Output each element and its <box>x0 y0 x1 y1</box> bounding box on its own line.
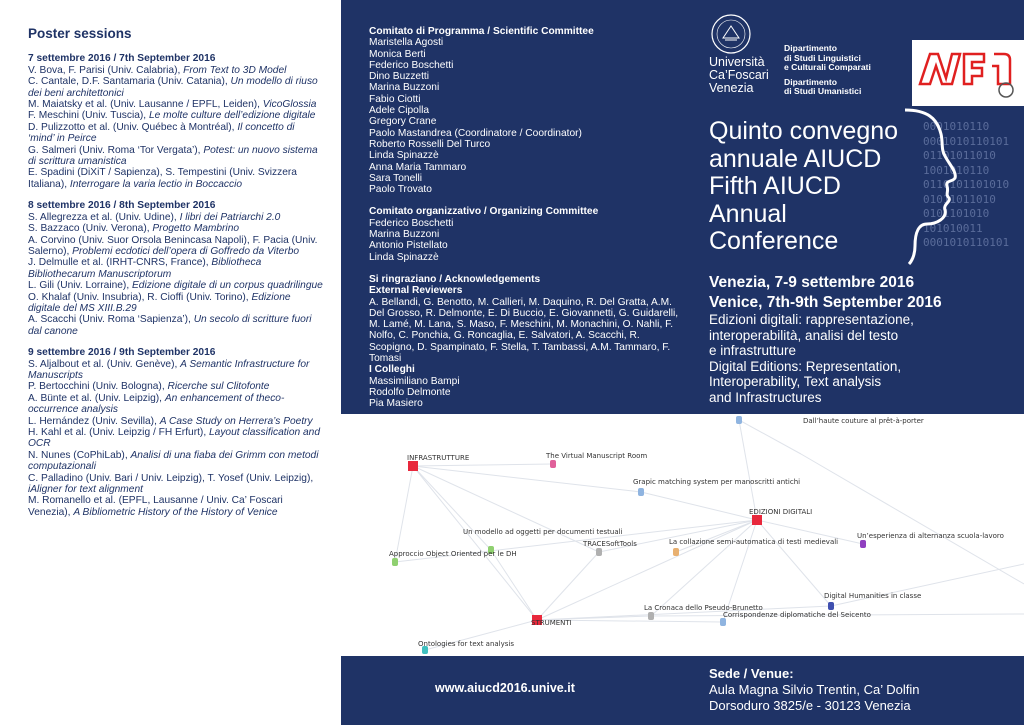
poster-authors: A. Bünte et al. (Univ. Leipzig), <box>28 392 165 404</box>
dept2-line2: di Studi Umanistici <box>784 86 862 97</box>
footer <box>341 656 1024 725</box>
date-english: Venice, 7th-9th September 2016 <box>709 294 942 311</box>
binary-line: 0001010110101 <box>923 236 1010 249</box>
poster-authors: N. Nunes (CoPhiLab), <box>28 449 131 461</box>
subtitle-line: interoperabilità, analisi del testo <box>709 327 899 343</box>
poster-title: A Bibliometric History of the History of Venice <box>73 506 278 518</box>
ack-heading: Si ringraziano / Acknowledgements <box>369 273 541 285</box>
committee <box>369 206 679 262</box>
graph-node-label: La collazione semi-automatica di testi medievali <box>669 538 839 546</box>
aiucd-logo-icon <box>912 40 1024 106</box>
graph-node-label: The Virtual Manuscript Room <box>546 452 648 460</box>
poster-day <box>28 347 323 518</box>
committee-member: Maristella Agosti <box>369 37 444 49</box>
committees-column <box>369 26 679 421</box>
poster-authors: O. Khalaf (Univ. Insubria), R. Cioffi (Univ. Torino), <box>28 291 252 303</box>
face-profile-icon <box>897 106 967 266</box>
graph-node <box>389 550 517 566</box>
poster-authors: C. Palladino (Univ. Bari / Univ. Leipzig), T. Yosef (Univ. Leipzig), <box>28 472 314 484</box>
committee-member: Anna Maria Tammaro <box>369 161 467 173</box>
poster-title: Un modello di riuso dei beni architettonici <box>28 76 318 99</box>
university-name-line3: Venezia <box>709 81 754 95</box>
graph-node-label: Ontologies for text analysis <box>418 640 515 648</box>
poster-entry <box>28 257 323 280</box>
ack-reviewers-list: A. Bellandi, G. Benotto, M. Callieri, M. Daquino, R. Del Gratta, A.M. Del Grosso, R. Delmonte, E. Di Buccio, E. Giovannetti, G. Guidarelli, M. Lamé, M. Lana, S. Maso, F. Meschini, M. Monachini, O. Nahli, F. Nolfo, C. Ponchia, G. Roncaglia, E. Salvatori, A. Scacchi, R. Scopigno, D. Spampinato, F. Stella, T. Tambassi, A.M. Tammaro, F. Tomasi <box>369 296 679 365</box>
binary-line: 01011011010 <box>923 192 996 206</box>
dept1-line3: e Culturali Comparati <box>784 62 871 73</box>
binary-line: 0001010110101 <box>923 134 1010 148</box>
poster-authors: L. Hernández (Univ. Sevilla), <box>28 415 160 427</box>
conference-title <box>709 118 898 256</box>
poster-entry <box>28 99 323 110</box>
acknowledgements <box>369 274 679 410</box>
poster-entry <box>28 292 323 315</box>
poster-title: VicoGlossia <box>262 99 317 111</box>
graph-node-label: TRACESoftTools <box>583 540 637 548</box>
graph-node-label: Grapic matching system per manoscritti antichi <box>633 478 801 486</box>
poster-title: Progetto Mambrino <box>152 223 240 235</box>
poster-entry <box>28 495 323 518</box>
poster-entry <box>28 110 323 121</box>
poster-authors: V. Bova, F. Parisi (Univ. Calabria), <box>28 64 184 76</box>
graph-node-marker <box>752 515 762 525</box>
binary-line: 0110101101010 <box>923 178 1010 191</box>
conference-title-line: Quinto convegno <box>709 117 899 145</box>
poster-entry <box>28 280 323 291</box>
poster-title: Analisi di una fiaba dei Grimm con metodi computazionali <box>28 449 319 473</box>
poster-day-heading: 8 settembre 2016 / 8th September 2016 <box>28 200 216 212</box>
graph-node-marker <box>720 618 726 626</box>
poster-authors: A. Scacchi (Univ. Roma ‘Sapienza’), <box>28 314 194 326</box>
poster-entry <box>28 450 323 473</box>
committee-member: Roberto Rosselli Del Turco <box>369 138 491 150</box>
dept2-line1: Dipartimento <box>784 76 837 87</box>
poster-entry <box>28 145 323 168</box>
poster-authors: G. Salmeri (Univ. Roma ‘Tor Vergata’), <box>28 144 204 156</box>
poster-authors: M. Romanello et al. (EPFL, Lausanne / Univ. Ca’ Foscari Venezia), <box>28 495 283 518</box>
binary-line: 0101101010 <box>923 207 990 220</box>
poster-authors: S. Aljalbout et al. (Univ. Genève), <box>28 358 181 370</box>
departments <box>784 44 871 102</box>
conference-title-line: Annual <box>709 199 787 228</box>
poster-sessions-panel <box>0 0 341 725</box>
graph-node-marker <box>673 548 679 556</box>
graph-node-label: Dall’haute couture al prêt-à-porter <box>803 417 924 425</box>
poster-entry <box>28 167 323 190</box>
binary-line: 1001010110 <box>923 163 990 177</box>
graph-node-marker <box>648 612 654 620</box>
poster-authors: P. Bertocchini (Univ. Bologna), <box>28 381 168 393</box>
poster-day <box>28 53 323 190</box>
poster-entry <box>28 314 323 337</box>
graph-node <box>736 416 924 425</box>
graph-node <box>531 615 572 627</box>
poster-entry <box>28 65 323 76</box>
subtitle-line: Digital Editions: Representation, <box>709 358 902 374</box>
poster-entry <box>28 427 323 450</box>
poster-title: Le molte culture dell’edizione digitale <box>148 110 316 122</box>
committee-member: Fabio Ciotti <box>369 93 421 105</box>
graph-node <box>749 508 812 525</box>
poster-title: Potest: un nuovo sistema di scrittura umanistica <box>28 144 318 168</box>
graph-node-label: La Cronaca dello Pseudo-Brunetto <box>644 604 763 612</box>
poster-authors: C. Cantale, D.F. Santamaria (Univ. Catania), <box>28 76 231 88</box>
poster-title: Edizione digitale del MS XIII.B.29 <box>28 291 291 314</box>
poster-title: Interrogare la varia lectio in Boccaccio <box>69 178 243 190</box>
university-name-line2: Ca’Foscari <box>709 68 769 82</box>
graph-node-marker <box>638 488 644 496</box>
committee-heading: Comitato di Programma / Scientific Committee <box>369 26 594 37</box>
colleague-name: Rodolfo Delmonte <box>369 386 451 398</box>
university-name <box>709 56 769 95</box>
conference-dates <box>709 273 942 313</box>
graph-node-label: EDIZIONI DIGITALI <box>749 508 813 516</box>
graph-node <box>545 452 647 468</box>
subtitle-line: Edizioni digitali: rappresentazione, <box>709 312 914 327</box>
committee-member: Federico Boschetti <box>369 217 454 229</box>
poster-authors: S. Allegrezza et al. (Univ. Udine), <box>28 211 180 223</box>
graph-node-marker <box>736 416 742 424</box>
poster-title: Edizione digitale di un corpus quadrilingue <box>131 280 323 292</box>
colleague-name: Massimiliano Bampi <box>369 375 460 387</box>
conference-title-line: Conference <box>709 227 839 255</box>
graph-node-label: Corrispondenze diplomatiche del Seicento <box>723 611 871 619</box>
poster-title: Problemi ecdotici dell’opera di Goffredo da Viterbo <box>72 245 300 257</box>
poster-authors: E. Spadini (DiXiT / Sapienza), S. Tempestini (Univ. Svizzera Italiana), <box>28 167 297 190</box>
committee-member: Marina Buzzoni <box>369 82 440 94</box>
graph-node <box>669 538 838 556</box>
poster-title: iAligner for text alignment <box>28 484 143 496</box>
committee-member: Dino Buzzetti <box>369 71 430 83</box>
poster-title: A Case Study on Herrera’s Poetry <box>159 415 313 427</box>
topic-graph-svg <box>341 414 1024 656</box>
poster-authors: D. Pulizzotto et al. (Univ. Québec à Montréal), <box>28 121 238 133</box>
website-link[interactable]: www.aiucd2016.unive.it <box>435 681 575 695</box>
poster-entry <box>28 381 323 392</box>
poster-authors: M. Maiatsky et al. (Univ. Lausanne / EPFL, Leiden), <box>28 99 263 111</box>
committee <box>369 26 679 195</box>
poster-authors: H. Kahl et al. (Univ. Leipzig / FH Erfurt), <box>28 427 209 438</box>
committee-member: Antonio Pistellato <box>369 240 448 252</box>
poster-title: Layout classification and OCR <box>28 427 320 450</box>
graph-node-label: INFRASTRUTTURE <box>407 454 470 462</box>
committee-member: Marina Buzzoni <box>369 229 440 241</box>
poster-authors: A. Corvino (Univ. Suor Orsola Benincasa Napoli), F. Pacia (Univ. Salerno), <box>28 234 318 257</box>
poster-title: I libri dei Patriarchi 2.0 <box>179 211 281 223</box>
poster-day-heading: 9 settembre 2016 / 9th September 2016 <box>28 347 216 359</box>
committee-member: Linda Spinazzè <box>369 251 439 263</box>
graph-node-marker <box>828 602 834 610</box>
committee-member: Sara Tonelli <box>369 172 423 184</box>
venue-info <box>709 666 920 714</box>
poster-sessions-title: Poster sessions <box>28 26 132 41</box>
binary-line: 01101011010 <box>923 149 996 162</box>
poster-entry <box>28 416 323 427</box>
committee-member: Paolo Mastandrea (Coordinatore / Coordinator) <box>369 127 582 139</box>
graph-node-label: STRUMENTI <box>531 619 572 627</box>
graph-node-label: Un’esperienza di alternanza scuola-lavoro <box>857 532 1004 540</box>
dept1-line2: di Studi Linguistici <box>784 52 861 63</box>
graph-node-label: Digital Humanities in classe <box>824 592 922 600</box>
dept1-line1: Dipartimento <box>784 43 837 53</box>
subtitle-line: and Infrastructures <box>709 389 822 405</box>
poster-day <box>28 200 323 337</box>
topic-graph <box>341 414 1024 656</box>
graph-node <box>633 478 800 496</box>
colleague-name: Pia Masiero <box>369 398 423 410</box>
committee-member: Monica Berti <box>369 48 426 60</box>
binary-line: 101010011 <box>923 221 983 235</box>
conference-subtitle <box>709 312 914 406</box>
graph-node-marker <box>408 461 418 471</box>
committee-member: Paolo Trovato <box>369 184 432 196</box>
committee-member: Linda Spinazzè <box>369 150 439 162</box>
venue-heading: Sede / Venue: <box>709 666 794 681</box>
poster-entry <box>28 212 323 223</box>
poster-authors: F. Meschini (Univ. Tuscia), <box>28 110 149 122</box>
graph-node <box>857 532 1004 548</box>
conference-header-panel <box>341 0 1024 414</box>
conference-title-line: annuale AIUCD <box>709 144 882 173</box>
poster-authors: L. Gili (Univ. Lorraine), <box>28 280 132 292</box>
ack-reviewers-heading: External Reviewers <box>369 285 463 297</box>
graph-node <box>418 640 514 654</box>
poster-entry <box>28 359 323 382</box>
poster-title: Ricerche sul Clitofonte <box>167 381 270 393</box>
graph-node <box>720 611 871 626</box>
committee-heading: Comitato organizzativo / Organizing Committee <box>369 206 599 218</box>
graph-node-marker <box>550 460 556 468</box>
poster-day-heading: 7 settembre 2016 / 7th September 2016 <box>28 53 216 65</box>
graph-node-marker <box>596 548 602 556</box>
graph-node-label: Approccio Object Oriented per le DH <box>389 550 517 558</box>
graph-nodes <box>389 416 1004 654</box>
committee-member: Federico Boschetti <box>369 59 454 71</box>
poster-authors: S. Bazzaco (Univ. Verona), <box>28 223 153 235</box>
subtitle-line: Interoperability, Text analysis <box>709 374 882 390</box>
venue-line2: Dorsoduro 3825/e - 30123 Venezia <box>709 698 911 713</box>
poster-entry <box>28 122 323 145</box>
poster-entry <box>28 223 323 234</box>
university-seal-icon <box>709 12 773 56</box>
poster-title: Il concetto di ‘mind’ in Peirce <box>28 121 295 145</box>
graph-node-marker <box>392 558 398 566</box>
committee-member: Adele Cipolla <box>369 105 430 117</box>
venue-line1: Aula Magna Silvio Trentin, Ca’ Dolfin <box>709 682 920 697</box>
poster-title: An enhancement of theco-occurrence analysis <box>28 392 285 416</box>
binary-line: 0001010110 <box>923 120 990 133</box>
poster-title: Un secolo di scritture fuori dal canone <box>28 314 312 337</box>
ack-colleagues-heading: I Colleghi <box>369 364 415 376</box>
conference-title-line: Fifth AIUCD <box>709 172 841 200</box>
poster-authors: J. Delmulle et al. (IRHT-CNRS, France), <box>28 257 212 269</box>
poster-entry <box>28 76 323 99</box>
poster-title: From Text to 3D Model <box>183 64 287 76</box>
poster-entry <box>28 473 323 496</box>
subtitle-line: e infrastrutture <box>709 343 797 359</box>
graph-node-label: Un modello ad oggetti per documenti testuali <box>463 528 623 536</box>
poster-title: A Semantic Infrastructure for Manuscripts <box>28 358 310 381</box>
committee-member: Gregory Crane <box>369 116 437 128</box>
poster-days <box>28 53 323 518</box>
date-italian: Venezia, 7-9 settembre 2016 <box>709 274 915 291</box>
graph-node <box>824 592 921 610</box>
poster-entry <box>28 393 323 416</box>
graph-node-marker <box>860 540 866 548</box>
university-name-line1: Università <box>709 55 765 69</box>
poster-title: Bibliotheca Bibliothecarum Manuscriptorum <box>28 257 262 280</box>
poster-entry <box>28 235 323 258</box>
